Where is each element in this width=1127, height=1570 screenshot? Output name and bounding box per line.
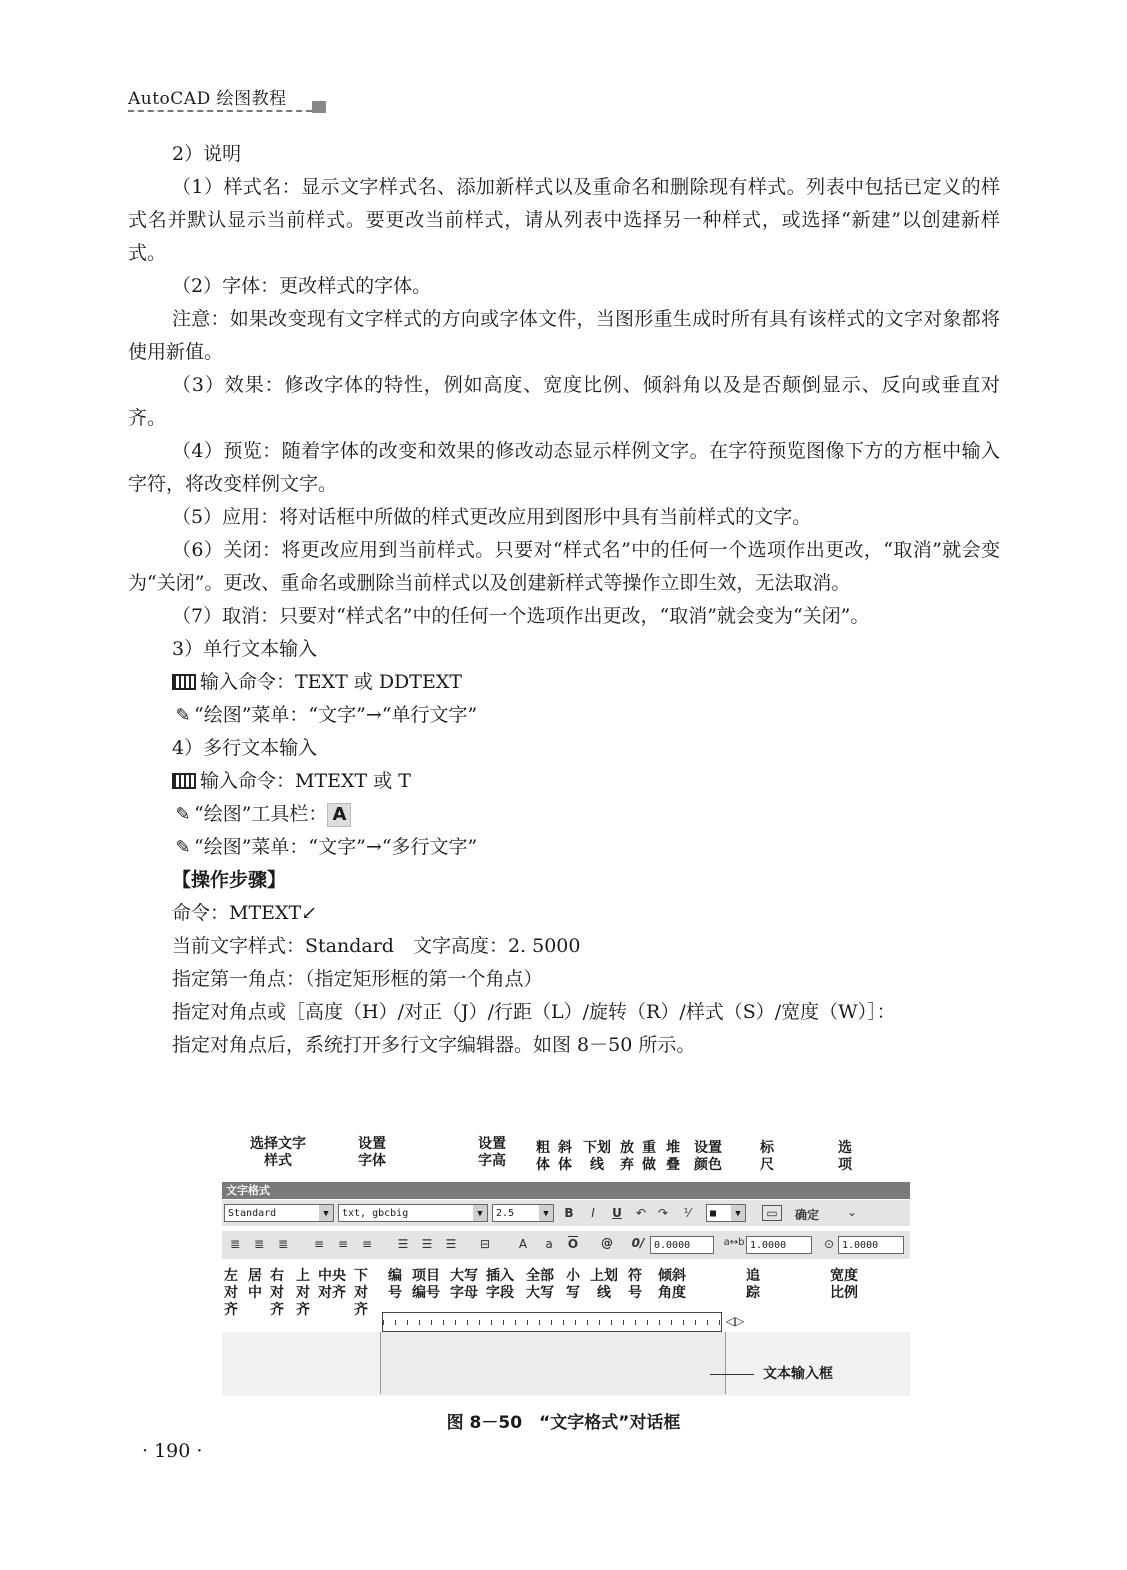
label-center: 居中 <box>248 1268 262 1301</box>
paragraph: （3）效果：修改字体的特性，例如高度、宽度比例、倾斜角以及是否颠倒显示、反向或垂直对齐。 <box>128 374 1000 429</box>
tracking-value: 1.0000 <box>750 1240 787 1251</box>
header-rule <box>128 110 312 112</box>
window-title: 文字格式 <box>222 1182 910 1199</box>
ok-button[interactable]: 确定 <box>794 1208 819 1222</box>
oblique-icon[interactable]: 0/ <box>631 1236 645 1250</box>
align-center-icon[interactable]: ≣ <box>253 1237 265 1251</box>
label-stack: 堆叠 <box>666 1140 680 1173</box>
paragraph: （1）样式名：显示文字样式名、添加新样式以及重命名和删除现有样式。列表中包括已定义的样式名并默认显示当前样式。要更改当前样式，请从列表中选择另一种样式，或选择“新建”以创建新样式。 <box>128 176 1000 264</box>
menu-line <box>128 699 1000 732</box>
paragraph: （6）关闭：将更改应用到当前样式。只要对“样式名”中的任何一个选项作出更改，“取消”就会变为“关闭”。更改、重命名或删除当前样式以及创建新样式等操作立即生效，无法取消。 <box>128 539 1000 594</box>
underline-icon[interactable]: U <box>612 1206 622 1220</box>
bold-icon[interactable]: B <box>564 1206 574 1220</box>
height-value: 2.5 <box>496 1208 515 1219</box>
label-bullets: 项目编号 <box>412 1268 440 1301</box>
tracking-icon[interactable]: a↔b <box>723 1237 745 1248</box>
paragraph: 注意：如果改变现有文字样式的方向或字体文件，当图形重生成时所有具有该样式的文字对象都将使用新值。 <box>128 308 1000 363</box>
stack-icon[interactable]: ⅟ <box>683 1206 691 1220</box>
numbering-icon[interactable]: ☰ <box>397 1237 409 1251</box>
toolbar-line <box>128 798 1000 831</box>
header-marker <box>312 101 326 113</box>
label-symbol: 符号 <box>628 1268 642 1301</box>
label-options: 选项 <box>838 1140 852 1173</box>
steps-heading: 【操作步骤】 <box>172 869 287 891</box>
overline-icon[interactable]: $\overline{O}$ <box>567 1237 579 1251</box>
text-input-box[interactable] <box>380 1332 726 1394</box>
tracking-input[interactable] <box>746 1236 812 1254</box>
mtext-button-icon: A <box>327 803 351 827</box>
editor-ruler[interactable] <box>382 1312 722 1332</box>
paragraph: 2）说明 <box>172 143 242 165</box>
font-value: txt, gbcbig <box>342 1208 409 1219</box>
body-text <box>128 138 1000 1062</box>
ruler-icon[interactable]: ▭ <box>762 1205 782 1221</box>
width-value: 1.0000 <box>842 1240 879 1251</box>
command-text: 输入命令：TEXT 或 DDTEXT <box>200 671 463 693</box>
step-line: 命令：MTEXT↙ <box>172 902 318 924</box>
chevron-down-icon: ▼ <box>319 1205 333 1221</box>
step-line: 当前文字样式：Standard 文字高度：2. 5000 <box>172 935 581 957</box>
label-align-middle: 中央对齐 <box>318 1268 346 1301</box>
font-combo[interactable] <box>338 1204 488 1222</box>
step-line: 指定第一角点：（指定矩形框的第一个角点） <box>172 968 543 990</box>
step-line: 指定对角点后，系统打开多行文字编辑器。如图 8－50 所示。 <box>172 1034 696 1056</box>
align-left-icon[interactable]: ≣ <box>229 1237 241 1251</box>
menu-icon: ✎ <box>175 837 191 858</box>
chevron-down-icon: ▼ <box>539 1205 553 1221</box>
label-align-top: 上对齐 <box>296 1268 310 1318</box>
menu-icon: ✎ <box>175 705 191 726</box>
label-align-left: 左对齐 <box>224 1268 238 1318</box>
style-combo[interactable] <box>224 1204 334 1222</box>
paragraph: 3）单行文本输入 <box>172 638 318 660</box>
redo-icon[interactable]: ↷ <box>657 1206 669 1220</box>
step-line: 指定对角点或［高度（H）/对正（J）/行距（L）/旋转（R）/样式（S）/宽度（W）］： <box>172 1001 896 1023</box>
align-top-icon[interactable]: ≡ <box>313 1237 325 1251</box>
keyboard-icon <box>172 674 196 690</box>
label-color: 设置颜色 <box>694 1140 722 1173</box>
uppercase-letters-icon[interactable]: ☰ <box>445 1237 457 1251</box>
label-font: 设置字体 <box>358 1136 386 1169</box>
running-header: AutoCAD 绘图教程 <box>128 89 287 109</box>
label-align-right: 右对齐 <box>270 1268 284 1318</box>
resize-arrows-icon[interactable]: ◁▷ <box>725 1314 745 1328</box>
paragraph: （7）取消：只要对“样式名”中的任何一个选项作出更改，“取消”就会变为“关闭”。 <box>172 605 870 627</box>
toolbar-row-1 <box>222 1200 910 1226</box>
width-factor-icon[interactable]: ⊙ <box>823 1237 835 1251</box>
command-line <box>128 765 1000 798</box>
oblique-value: 0.0000 <box>654 1240 691 1251</box>
label-uppercase: 大写字母 <box>450 1268 478 1301</box>
label-overline: 上划线 <box>590 1268 618 1301</box>
color-combo[interactable]: ■ ▼ <box>706 1204 746 1222</box>
symbol-icon[interactable]: @ <box>601 1236 613 1250</box>
label-undo: 放弃 <box>620 1140 634 1173</box>
label-height: 设置字高 <box>478 1136 506 1169</box>
label-insert-field: 插入字段 <box>486 1268 514 1301</box>
label-width-factor: 宽度比例 <box>830 1268 858 1301</box>
label-underline: 下划线 <box>583 1140 611 1173</box>
keyboard-icon <box>172 773 196 789</box>
paragraph: （4）预览：随着字体的改变和效果的修改动态显示样例文字。在字符预览图像下方的方框中输入字符，将改变样例文字。 <box>128 440 1000 495</box>
command-line <box>128 666 1000 699</box>
chevron-down-icon: ▼ <box>731 1205 745 1221</box>
align-middle-icon[interactable]: ≡ <box>337 1237 349 1251</box>
label-input-box: 文本输入框 <box>763 1366 833 1382</box>
all-caps-icon[interactable]: ꓮ <box>518 1237 528 1251</box>
style-value: Standard <box>228 1208 277 1219</box>
label-redo: 重做 <box>642 1140 656 1173</box>
align-right-icon[interactable]: ≣ <box>277 1237 289 1251</box>
label-align-bottom: 下对齐 <box>354 1268 368 1318</box>
label-tracking: 追踪 <box>746 1268 760 1301</box>
options-icon[interactable]: ⌄ <box>846 1205 858 1219</box>
label-all-caps: 全部大写 <box>526 1268 554 1301</box>
label-italic: 斜体 <box>558 1140 572 1173</box>
paragraph: 4）多行文本输入 <box>172 737 318 759</box>
bullets-icon[interactable]: ☰ <box>421 1237 433 1251</box>
toolbar-text: “绘图”工具栏： <box>194 803 328 825</box>
italic-icon[interactable]: I <box>591 1206 595 1220</box>
toolbar-row-2 <box>222 1231 910 1259</box>
undo-icon[interactable]: ↶ <box>635 1206 647 1220</box>
label-oblique: 倾斜角度 <box>658 1268 686 1301</box>
paragraph: （5）应用：将对话框中所做的样式更改应用到图形中具有当前样式的文字。 <box>172 506 812 528</box>
label-style: 选择文字样式 <box>250 1136 306 1169</box>
menu-icon: ✎ <box>175 804 191 825</box>
insert-field-icon[interactable]: ⊟ <box>479 1237 491 1251</box>
figure-caption: 图 8－50 “文字格式”对话框 <box>446 1413 681 1433</box>
label-ruler: 标尺 <box>760 1140 774 1173</box>
label-bold: 粗体 <box>536 1140 550 1173</box>
oblique-input[interactable] <box>650 1236 714 1254</box>
callout-line <box>710 1374 754 1375</box>
paragraph: （2）字体：更改样式的字体。 <box>172 275 432 297</box>
text-format-figure <box>222 1136 910 1396</box>
chevron-down-icon: ▼ <box>473 1205 487 1221</box>
menu-text: “绘图”菜单：“文字”→“多行文字” <box>194 836 478 858</box>
label-lowercase: 小写 <box>566 1268 580 1301</box>
menu-line <box>128 831 1000 864</box>
width-input[interactable] <box>838 1236 904 1254</box>
align-bottom-icon[interactable]: ≡ <box>361 1237 373 1251</box>
command-text: 输入命令：MTEXT 或 T <box>200 770 411 792</box>
label-numbering: 编号 <box>388 1268 402 1301</box>
menu-text: “绘图”菜单：“文字”→“单行文字” <box>194 704 478 726</box>
lowercase-icon[interactable]: a <box>545 1237 553 1251</box>
height-combo[interactable] <box>492 1204 554 1222</box>
page-number: · 190 · <box>142 1440 203 1462</box>
